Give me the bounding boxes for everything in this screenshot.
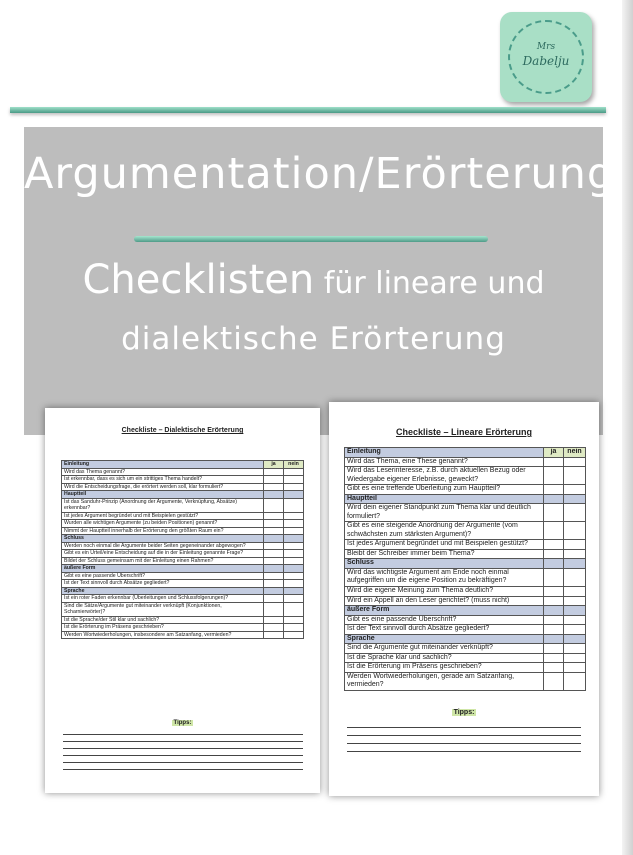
criterion-text: Ist die Erörterung im Präsens geschrieben? [62,624,264,632]
logo-text-line1: Mrs [536,42,556,52]
checkbox-cell-nein [284,476,304,484]
checklist-item-row [62,520,304,528]
section-heading: Schluss [345,559,544,569]
criterion-text: Ist erkennbar, dass es sich um ein strittiges Thema handelt? [62,476,264,484]
checklist-item-row [62,595,304,603]
checkbox-cell-nein [284,557,304,565]
checkbox-cell-nein [564,559,586,569]
column-header-nein: nein [284,461,304,469]
checkbox-cell-ja [544,494,564,504]
criterion-text: Gibt es eine passende Überschrift? [62,572,264,580]
checklist-item-row [345,522,586,540]
criterion-text: Ist die Sprache klar und sachlich? [345,653,544,663]
checkbox-cell-nein [564,568,586,586]
section-heading: Einleitung [345,448,544,458]
criterion-text: Nimmt der Hauptteil innerhalb der Erörterung den größten Raum ein? [62,527,264,535]
checkbox-cell-ja [264,631,284,639]
checklist-item-row [345,653,586,663]
criterion-text: Gibt es eine treffende Überleitung zum Hauptteil? [345,485,544,495]
checklist-section-row [62,587,304,595]
section-heading: äußere Form [62,565,264,573]
checkbox-cell-nein [564,522,586,540]
checkbox-cell-nein [284,527,304,535]
checkbox-cell-ja [264,572,284,580]
checklist-item-row [62,624,304,632]
checklist-item-row [62,512,304,520]
tips-line [63,748,303,749]
checklist-item-row [345,549,586,559]
checkbox-cell-ja [544,653,564,663]
checkbox-cell-nein [284,520,304,528]
checklist-item-row [62,483,304,491]
tips-line [63,741,303,742]
dialectic-checklist-sheet [45,408,320,793]
checkbox-cell-nein [564,540,586,550]
checklist-item-row [345,625,586,635]
checkbox-cell-ja [264,468,284,476]
checklist-item-row [345,457,586,467]
checklist-item-row [345,467,586,485]
checkbox-cell-nein [564,586,586,596]
checkbox-cell-nein [564,615,586,625]
tips-line [347,727,581,728]
checkbox-cell-ja [264,580,284,588]
checkbox-cell-nein [564,549,586,559]
checkbox-cell-nein [284,631,304,639]
checkbox-cell-ja [264,557,284,565]
checkbox-cell-nein [564,606,586,616]
criterion-text: Gibt es ein Urteil/eine Entscheidung auf die in der Einleitung genannte Frage? [62,550,264,558]
banner-subtitle-strong: Checklisten [82,257,315,303]
tips-line [63,769,303,770]
checkbox-cell-ja [544,457,564,467]
checkbox-cell-nein [564,644,586,654]
checkbox-cell-nein [284,550,304,558]
criterion-text: Wird die eigene Meinung zum Thema deutlich? [345,586,544,596]
checkbox-cell-ja [544,540,564,550]
section-heading: Sprache [62,587,264,595]
checklist-item-row [62,498,304,512]
criterion-text: Ist der Text sinnvoll durch Absätze gegliedert? [62,580,264,588]
criterion-text: Wurden alle wichtigen Argumente (zu beiden Positionen) genannt? [62,520,264,528]
checkbox-cell-nein [564,663,586,673]
checklist-item-row [62,631,304,639]
top-divider [10,107,606,113]
criterion-text: Werden Wortwiederholungen, gerade am Satzanfang, vermieden? [345,672,544,690]
checkbox-cell-ja [544,485,564,495]
criterion-text: Ist jedes Argument begründet und mit Beispielen gestützt? [62,512,264,520]
checkbox-cell-ja [544,467,564,485]
checkbox-cell-nein [564,634,586,644]
checkbox-cell-ja [264,527,284,535]
column-header-ja: ja [544,448,564,458]
criterion-text: Werden noch einmal die Argumente beider Seiten gegeneinander abgewogen? [62,542,264,550]
checkbox-cell-ja [264,602,284,616]
checklist-item-row [62,580,304,588]
banner-subtitle-line2: dialektische Erörterung [121,321,506,357]
criterion-text: Wird das Leserinteresse, z.B. durch aktuellen Bezug oder Wiedergabe eigener Erlebnisse, geweckt? [345,467,544,485]
checkbox-cell-nein [284,616,304,624]
checkbox-cell-nein [564,672,586,690]
tips-line [347,751,581,752]
banner-subtitle-line1 [24,257,603,303]
checkbox-cell-ja [264,542,284,550]
criterion-text: Gibt es eine steigende Anordnung der Argumente (vom schwächsten zum stärksten Argument)? [345,522,544,540]
checklist-item-row [62,476,304,484]
tips-label: Tipps: [173,720,192,726]
checkbox-cell-nein [564,653,586,663]
checklist-item-row [62,527,304,535]
linear-checklist-sheet [329,402,599,796]
checklist-table [61,460,304,639]
checklist-item-row [345,615,586,625]
checkbox-cell-ja [264,535,284,543]
tips-line [63,734,303,735]
checkbox-cell-ja [544,559,564,569]
checkbox-cell-ja [264,491,284,499]
checkbox-cell-nein [284,542,304,550]
column-header-nein: nein [564,448,586,458]
checkbox-cell-ja [544,606,564,616]
checkbox-cell-ja [264,520,284,528]
criterion-text: Bildet der Schluss gemeinsam mit der Einleitung einen Rahmen? [62,557,264,565]
checkbox-cell-nein [284,624,304,632]
checkbox-cell-nein [564,485,586,495]
checkbox-cell-nein [284,580,304,588]
checkbox-cell-ja [264,587,284,595]
checkbox-cell-ja [544,672,564,690]
checkbox-cell-nein [284,587,304,595]
column-header-ja: ja [264,461,284,469]
checklist-item-row [62,550,304,558]
checkbox-cell-ja [544,504,564,522]
banner-divider [134,236,488,242]
checkbox-cell-nein [564,504,586,522]
checkbox-cell-ja [264,476,284,484]
checkbox-cell-ja [544,586,564,596]
checkbox-cell-nein [284,572,304,580]
checkbox-cell-nein [284,498,304,512]
checkbox-cell-nein [284,468,304,476]
title-banner [24,127,616,435]
criterion-text: Ist das Sanduhr-Prinzip (Anordnung der Argumente, Verknüpfung, Absätze) erkennbar? [62,498,264,512]
checklist-section-row [62,491,304,499]
checklist-section-row [62,565,304,573]
criterion-text: Ist ein roter Faden erkennbar (Überleitungen und Schlussfolgerungen)? [62,595,264,603]
logo-text-line2: Dabelju [522,54,570,68]
checkbox-cell-ja [264,550,284,558]
sheet-title: Checkliste – Lineare Erörterung [395,427,533,437]
checkbox-cell-ja [264,498,284,512]
checkbox-cell-ja [544,663,564,673]
page-edge-shadow [622,0,633,855]
checkbox-cell-ja [544,634,564,644]
checkbox-cell-ja [544,625,564,635]
tips-heading [45,720,320,726]
criterion-text: Wird das Thema, eine These genannt? [345,457,544,467]
criterion-text: Sind die Argumente gut miteinander verknüpft? [345,644,544,654]
checkbox-cell-nein [284,565,304,573]
checklist-item-row [62,542,304,550]
banner-subtitle-rest: für lineare und [314,266,545,301]
criterion-text: Sind die Sätze/Argumente gut miteinander verknüpft (Konjunktionen, Scharnierwörter)? [62,602,264,616]
checklist-item-row [62,557,304,565]
section-heading: Sprache [345,634,544,644]
criterion-text: Wird das Thema genannt? [62,468,264,476]
checkbox-cell-ja [544,549,564,559]
checkbox-cell-ja [264,512,284,520]
checkbox-cell-ja [264,595,284,603]
checkbox-cell-nein [284,595,304,603]
checkbox-cell-ja [264,565,284,573]
checklist-section-row [345,448,586,458]
criterion-text: Wird die Entscheidungsfrage, die erörtert werden soll, klar formuliert? [62,483,264,491]
checkbox-cell-nein [564,457,586,467]
checklist-item-row [345,663,586,673]
checklist-item-row [345,586,586,596]
section-heading: äußere Form [345,606,544,616]
checklist-item-row [345,540,586,550]
checkbox-cell-nein [564,625,586,635]
checklist-item-row [345,504,586,522]
checklist-item-row [345,568,586,586]
checkbox-cell-nein [284,491,304,499]
checkbox-cell-nein [284,483,304,491]
checkbox-cell-nein [564,467,586,485]
checklist-table [344,447,586,691]
criterion-text: Gibt es eine passende Überschrift? [345,615,544,625]
criterion-text: Bleibt der Schreiber immer beim Thema? [345,549,544,559]
checklist-section-row [345,559,586,569]
brand-logo [500,12,592,102]
checklist-section-row [345,606,586,616]
criterion-text: Ist die Erörterung im Präsens geschrieben? [345,663,544,673]
section-heading: Einleitung [62,461,264,469]
checkbox-cell-ja [264,483,284,491]
checklist-item-row [345,596,586,606]
checklist-item-row [62,468,304,476]
tips-label: Tipps: [453,709,475,716]
criterion-text: Wird ein Appell an den Leser gerichtet? (muss nicht) [345,596,544,606]
checkbox-cell-nein [284,535,304,543]
checklist-section-row [345,634,586,644]
checkbox-cell-ja [264,624,284,632]
section-heading: Schluss [62,535,264,543]
criterion-text: Ist die Sprache/der Stil klar und sachlich? [62,616,264,624]
checkbox-cell-nein [564,494,586,504]
checkbox-cell-nein [564,596,586,606]
checklist-section-row [62,535,304,543]
section-heading: Hauptteil [62,491,264,499]
checkbox-cell-ja [544,644,564,654]
checkbox-cell-nein [284,512,304,520]
criterion-text: Werden Wortwiederholungen, insbesondere am Satzanfang, vermieden? [62,631,264,639]
checklist-section-row [345,494,586,504]
banner-title: Argumentation/Erörterung [24,149,616,199]
tips-line [63,762,303,763]
checklist-section-row [62,461,304,469]
checkbox-cell-ja [544,568,564,586]
criterion-text: Wird dein eigener Standpunkt zum Thema klar und deutlich formuliert? [345,504,544,522]
checklist-item-row [345,485,586,495]
checklist-item-row [62,616,304,624]
checkbox-cell-ja [264,616,284,624]
tips-line [63,755,303,756]
checkbox-cell-ja [544,522,564,540]
checkbox-cell-nein [284,602,304,616]
section-heading: Hauptteil [345,494,544,504]
criterion-text: Wird das wichtigste Argument am Ende noch einmal aufgegriffen um die eigene Position zu bekräftigen? [345,568,544,586]
checkbox-cell-ja [544,596,564,606]
sheet-title: Checkliste – Dialektische Erörterung [121,427,244,434]
tips-heading [329,709,599,716]
tips-line [347,743,581,744]
checklist-item-row [345,672,586,690]
tips-line [347,735,581,736]
checklist-item-row [62,602,304,616]
checklist-item-row [345,644,586,654]
checklist-item-row [62,572,304,580]
criterion-text: Ist jedes Argument begründet und mit Beispielen gestützt? [345,540,544,550]
criterion-text: Ist der Text sinnvoll durch Absätze gegliedert? [345,625,544,635]
checkbox-cell-ja [544,615,564,625]
